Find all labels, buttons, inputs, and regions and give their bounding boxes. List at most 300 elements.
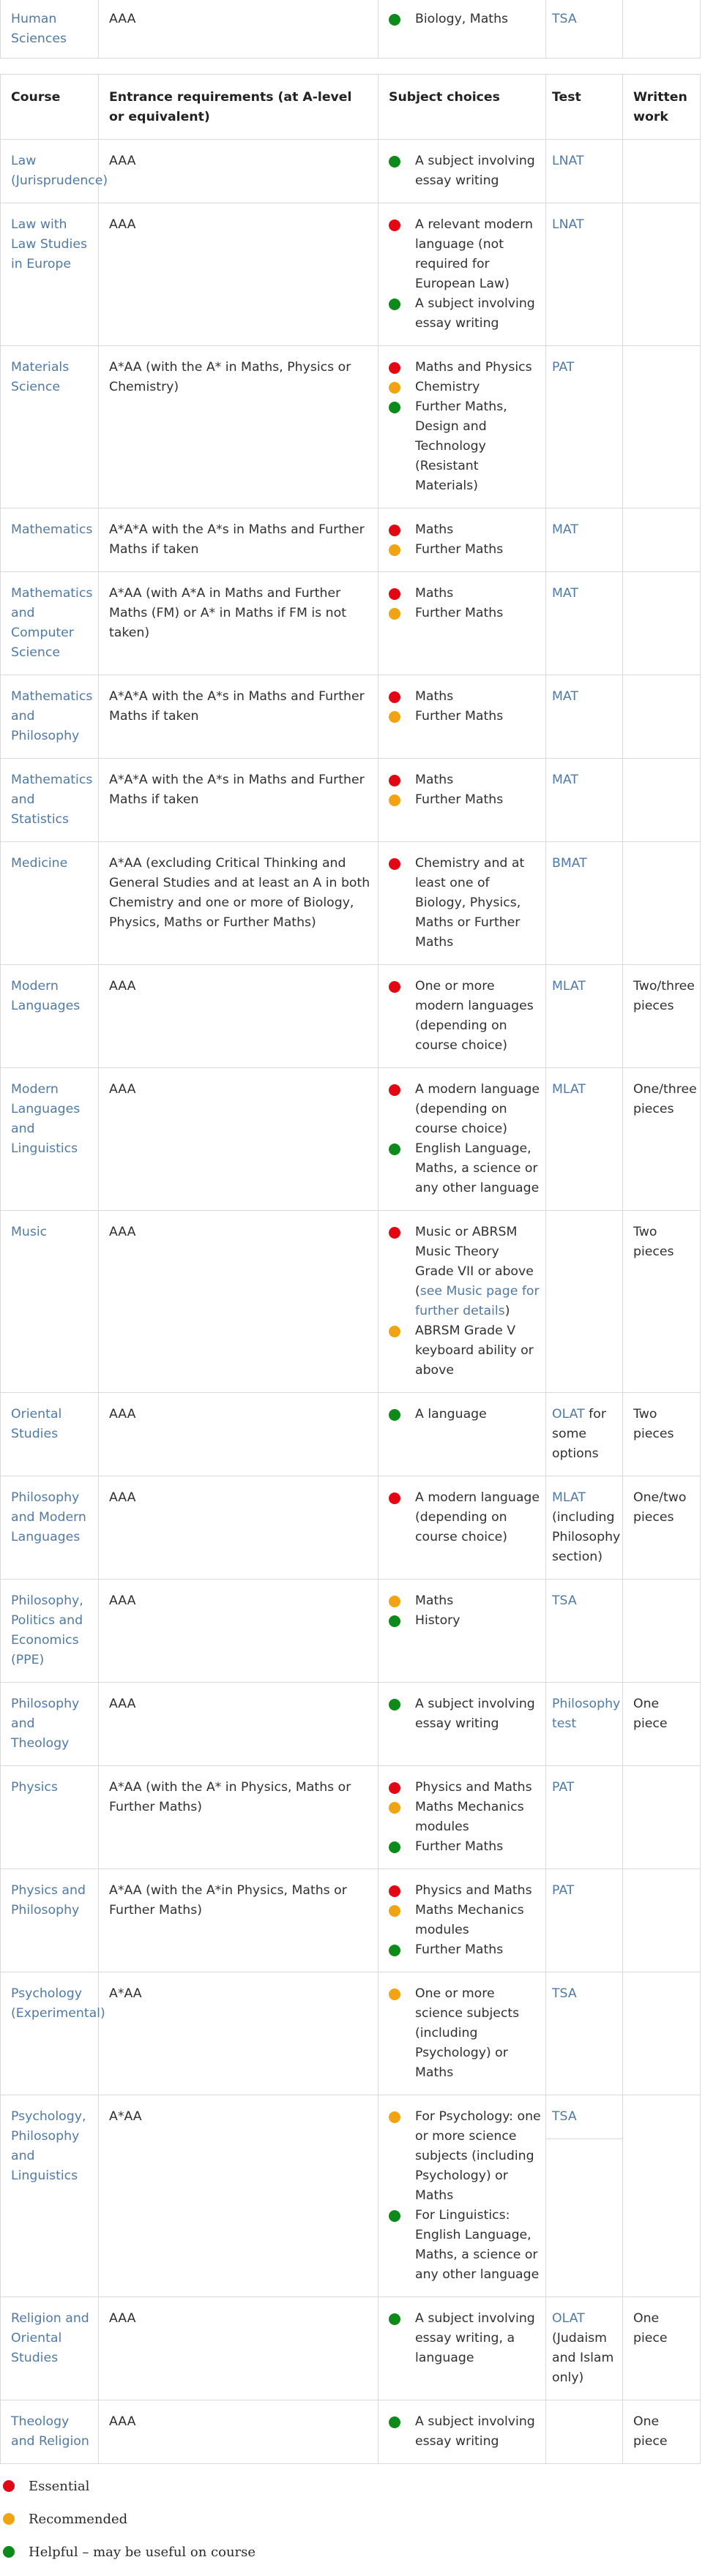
essential-dot-icon	[389, 1492, 400, 1504]
subject-text: Maths Mechanics modules	[415, 1800, 524, 1834]
requirements-cell: AAA	[99, 1476, 378, 1580]
course-cell	[1, 346, 99, 508]
written-work-cell	[623, 508, 701, 572]
table-row	[1, 1211, 701, 1393]
table-row	[1, 140, 701, 203]
course-link[interactable]: Philosophy and Theology	[11, 1697, 80, 1751]
subject-text: A subject involving essay writing	[415, 2414, 535, 2449]
requirements-cell: A*AA (with the A*in Physics, Maths or Further Maths)	[99, 1869, 378, 1972]
recommended-dot-icon	[389, 382, 400, 394]
requirements-cell: AAA	[99, 2297, 378, 2400]
entrance-requirements-table	[0, 74, 701, 2464]
subject-choice	[389, 584, 541, 604]
test-note: for some options	[552, 1407, 606, 1461]
subject-choice	[389, 540, 541, 560]
essential-dot-icon	[3, 2480, 15, 2492]
test-link[interactable]: MAT	[552, 522, 578, 537]
recommended-dot-icon	[389, 1905, 400, 1917]
course-cell	[1, 0, 99, 59]
table-row	[1, 759, 701, 842]
subject-choice	[389, 1940, 541, 1960]
test-link[interactable]: MLAT	[552, 979, 586, 994]
test-link[interactable]: TSA	[552, 2109, 577, 2124]
subject-text: A subject involving essay writing	[415, 154, 535, 188]
table-row	[1, 1766, 701, 1869]
legend-label: Helpful – may be useful on course	[29, 2545, 256, 2560]
test-link[interactable]: LNAT	[552, 154, 584, 168]
requirements-cell: AAA	[99, 1580, 378, 1683]
subject-text: ABRSM Grade V keyboard ability or above	[415, 1323, 534, 1378]
header-written-work: Written work	[623, 75, 701, 140]
test-cell	[546, 675, 623, 759]
legend-label: Essential	[29, 2479, 90, 2494]
subjects-cell	[378, 1068, 546, 1211]
helpful-dot-icon	[389, 14, 400, 26]
course-cell	[1, 675, 99, 759]
test-link[interactable]: MAT	[552, 773, 578, 787]
recommended-dot-icon	[389, 544, 400, 556]
subjects-cell	[378, 2095, 546, 2297]
test-cell	[546, 0, 623, 59]
helpful-dot-icon	[389, 1699, 400, 1711]
subject-choice	[389, 1488, 541, 1547]
course-cell	[1, 1476, 99, 1580]
written-work-cell	[623, 0, 701, 59]
essential-dot-icon	[389, 1227, 400, 1239]
course-link[interactable]: Modern Languages	[11, 979, 81, 1013]
recommended-dot-icon	[389, 1326, 400, 1337]
legend-item-recommended	[3, 2510, 700, 2543]
subject-choice	[389, 1591, 541, 1611]
subject-text: A modern language (depending on course choice)	[415, 1490, 540, 1544]
written-work-cell: Two pieces	[623, 1393, 701, 1476]
course-link[interactable]: Psychology (Experimental)	[11, 1986, 105, 2021]
course-link[interactable]: Theology and Religion	[11, 2414, 89, 2449]
test-link[interactable]: MAT	[552, 689, 578, 704]
subject-text: A relevant modern language (not required for European Law)	[415, 217, 533, 291]
course-link[interactable]: Law with Law Studies in Europe	[11, 217, 87, 271]
subject-choice	[389, 2412, 541, 2452]
subject-choice	[389, 977, 541, 1056]
test-link[interactable]: TSA	[552, 12, 577, 26]
table-row	[1, 1972, 701, 2095]
subject-choice	[389, 294, 541, 334]
table-row	[1, 1393, 701, 1476]
table-header-row	[1, 75, 701, 140]
written-work-cell: One piece	[623, 2297, 701, 2400]
helpful-dot-icon	[3, 2546, 15, 2558]
recommended-dot-icon	[3, 2513, 15, 2525]
subject-choice	[389, 1139, 541, 1198]
requirements-cell: A*AA (with A*A in Maths and Further Maths (FM) or A* in Maths if FM is not taken)	[99, 572, 378, 675]
test-link[interactable]: BMAT	[552, 856, 587, 871]
subject-note: (see Music page for further details)	[415, 1284, 540, 1318]
written-work-cell	[623, 346, 701, 508]
subject-choice	[389, 1694, 541, 1734]
table-row	[1, 572, 701, 675]
subjects-cell	[378, 1869, 546, 1972]
subject-text: Maths	[415, 586, 454, 601]
course-link[interactable]: Mathematics	[11, 522, 93, 537]
table-row	[1, 842, 701, 965]
helpful-dot-icon	[389, 1841, 400, 1853]
test-note: (Judaism and Islam only)	[552, 2331, 614, 2385]
subjects-cell	[378, 1476, 546, 1580]
subject-text: Chemistry	[415, 380, 480, 394]
requirements-cell: AAA	[99, 965, 378, 1068]
legend-item-essential	[3, 2477, 700, 2510]
subject-text: Maths	[415, 689, 454, 704]
test-link[interactable]: PAT	[552, 1883, 575, 1898]
test-cell	[546, 2400, 623, 2464]
subject-text: English Language, Maths, a science or any other language	[415, 1141, 540, 1195]
subject-text: One or more modern languages (depending on course choice)	[415, 979, 534, 1053]
course-link[interactable]: Philosophy and Modern Languages	[11, 1490, 86, 1544]
written-work-cell	[623, 675, 701, 759]
recommended-dot-icon	[389, 1989, 400, 2000]
test-link[interactable]: MLAT	[552, 1082, 586, 1097]
test-link[interactable]: OLAT	[552, 1407, 585, 1422]
test-cell	[546, 1476, 623, 1580]
subject-choice	[389, 215, 541, 294]
test-link[interactable]: TSA	[552, 1593, 577, 1608]
subject-choice	[389, 1798, 541, 1837]
subject-text: For Linguistics: English Language, Maths, a science or any other language	[415, 2208, 540, 2282]
written-work-cell	[623, 759, 701, 842]
test-cell	[546, 1580, 623, 1683]
subject-text: For Psychology: one or more science subjects (including Psychology) or Maths	[415, 2109, 541, 2203]
test-cell	[546, 1393, 623, 1476]
recommended-dot-icon	[389, 1596, 400, 1607]
table-row	[1, 675, 701, 759]
subject-text: Maths	[415, 522, 454, 537]
essential-dot-icon	[389, 588, 400, 600]
table-body	[1, 140, 701, 2464]
helpful-dot-icon	[389, 2210, 400, 2222]
helpful-dot-icon	[389, 1945, 400, 1956]
course-link[interactable]: Modern Languages and Linguistics	[11, 1082, 81, 1156]
header-course: Course	[1, 75, 99, 140]
test-link[interactable]: PAT	[552, 360, 575, 375]
test-cell	[546, 508, 623, 572]
course-link[interactable]: Law (Jurisprudence)	[11, 154, 108, 188]
table-row	[1, 1683, 701, 1766]
written-work-cell	[623, 572, 701, 675]
written-work-cell: Two/three pieces	[623, 965, 701, 1068]
helpful-dot-icon	[389, 156, 400, 168]
essential-dot-icon	[389, 858, 400, 870]
test-cell	[546, 346, 623, 508]
recommended-dot-icon	[389, 711, 400, 723]
header-subjects: Subject choices	[378, 75, 546, 140]
course-link[interactable]: Music	[11, 1225, 48, 1239]
course-link[interactable]: Psychology, Philosophy and Linguistics	[11, 2109, 86, 2183]
subjects-cell	[378, 1683, 546, 1766]
subject-text: Biology, Maths	[415, 12, 509, 26]
course-link[interactable]: Physics and Philosophy	[11, 1883, 86, 1918]
subject-choice	[389, 1778, 541, 1798]
table-row	[1, 508, 701, 572]
table-row	[1, 2400, 701, 2464]
requirements-cell: AAA	[99, 1683, 378, 1766]
essential-dot-icon	[389, 362, 400, 374]
subject-choice	[389, 1080, 541, 1139]
test-cell	[546, 2297, 623, 2400]
subjects-cell	[378, 203, 546, 346]
test-link[interactable]: LNAT	[552, 217, 584, 232]
table-row	[1, 0, 701, 59]
requirements-cell: A*A*A with the A*s in Maths and Further Maths if taken	[99, 759, 378, 842]
requirements-cell: AAA	[99, 0, 378, 59]
essential-dot-icon	[389, 775, 400, 786]
course-link[interactable]: Mathematics and Philosophy	[11, 689, 93, 743]
subjects-cell	[378, 0, 546, 59]
subject-choice	[389, 1611, 541, 1631]
subject-text: Music or ABRSM Music Theory Grade VII or above	[415, 1225, 534, 1279]
subject-choice	[389, 1837, 541, 1857]
requirements-cell: A*AA	[99, 2095, 378, 2297]
subjects-cell	[378, 1766, 546, 1869]
legend	[0, 2477, 700, 2576]
test-note: (including Philosophy section)	[552, 1510, 621, 1564]
table-row	[1, 1580, 701, 1683]
subject-text: Chemistry and at least one of Biology, Physics, Maths or Further Maths	[415, 856, 525, 950]
requirements-cell: A*AA	[99, 1972, 378, 2095]
test-link[interactable]: MLAT	[552, 1490, 586, 1505]
table-row	[1, 2095, 701, 2297]
subjects-cell	[378, 842, 546, 965]
subject-text: Maths	[415, 773, 454, 787]
subject-text: Further Maths	[415, 1839, 504, 1854]
written-work-cell: One/two pieces	[623, 1476, 701, 1580]
written-work-cell: One/three pieces	[623, 1068, 701, 1211]
test-cell	[546, 842, 623, 965]
course-cell	[1, 508, 99, 572]
helpful-dot-icon	[389, 2313, 400, 2325]
helpful-dot-icon	[389, 1144, 400, 1155]
subject-choice	[389, 378, 541, 397]
subjects-cell	[378, 346, 546, 508]
recommended-dot-icon	[389, 2111, 400, 2123]
test-link[interactable]: Philosophy test	[552, 1697, 621, 1731]
requirements-cell: AAA	[99, 2400, 378, 2464]
test-cell	[546, 1211, 623, 1393]
table-row	[1, 2297, 701, 2400]
subject-choice	[389, 397, 541, 496]
test-cell	[546, 1068, 623, 1211]
table-row	[1, 1476, 701, 1580]
written-work-cell	[623, 842, 701, 965]
subject-text: Maths and Physics	[415, 360, 532, 375]
test-cell	[546, 759, 623, 842]
helpful-dot-icon	[389, 1615, 400, 1627]
subject-text: Further Maths	[415, 542, 504, 557]
subject-text: One or more science subjects (including Psychology) or Maths	[415, 1986, 520, 2080]
test-link[interactable]: PAT	[552, 1780, 575, 1795]
subject-choice	[389, 1405, 541, 1424]
subject-choice	[389, 604, 541, 623]
subject-text: Further Maths	[415, 606, 504, 620]
legend-label: Recommended	[29, 2512, 128, 2527]
subject-choice	[389, 1321, 541, 1381]
course-cell	[1, 965, 99, 1068]
essential-dot-icon	[389, 1885, 400, 1897]
course-cell	[1, 759, 99, 842]
test-cell	[546, 1683, 623, 1766]
essential-dot-icon	[389, 691, 400, 703]
course-cell	[1, 2095, 99, 2297]
written-work-cell	[623, 1869, 701, 1972]
course-cell	[1, 1869, 99, 1972]
subject-choice	[389, 1223, 541, 1321]
helpful-dot-icon	[389, 298, 400, 310]
written-work-cell	[623, 140, 701, 203]
subject-text: A subject involving essay writing	[415, 1697, 535, 1731]
subject-text: Further Maths	[415, 1942, 504, 1957]
course-cell	[1, 2297, 99, 2400]
requirements-cell: A*A*A with the A*s in Maths and Further Maths if taken	[99, 508, 378, 572]
test-cell	[546, 140, 623, 203]
table-row	[1, 346, 701, 508]
test-cell	[546, 1972, 623, 2095]
subjects-cell	[378, 2400, 546, 2464]
course-link[interactable]: Materials Science	[11, 360, 70, 394]
subject-choice	[389, 358, 541, 378]
test-cell	[546, 572, 623, 675]
course-link[interactable]: Mathematics and Computer Science	[11, 586, 93, 660]
subjects-cell	[378, 759, 546, 842]
essential-dot-icon	[389, 1782, 400, 1794]
subject-choice	[389, 2309, 541, 2368]
subjects-cell	[378, 508, 546, 572]
requirements-cell: A*A*A with the A*s in Maths and Further Maths if taken	[99, 675, 378, 759]
subject-text: A subject involving essay writing	[415, 296, 535, 331]
helpful-dot-icon	[389, 2417, 400, 2428]
subjects-cell	[378, 1211, 546, 1393]
course-cell	[1, 1580, 99, 1683]
subject-text: History	[415, 1613, 460, 1628]
header-requirements: Entrance requirements (at A-level or equivalent)	[99, 75, 378, 140]
essential-dot-icon	[389, 525, 400, 536]
course-link[interactable]: Religion and Oriental Studies	[11, 2311, 89, 2365]
recommended-dot-icon	[389, 1802, 400, 1814]
course-cell	[1, 2400, 99, 2464]
course-link[interactable]: Human Sciences	[11, 12, 67, 46]
subjects-cell	[378, 1580, 546, 1683]
table-row	[1, 203, 701, 346]
helpful-dot-icon	[389, 402, 400, 413]
essential-dot-icon	[389, 981, 400, 993]
written-work-cell: Two pieces	[623, 1211, 701, 1393]
subjects-cell	[378, 965, 546, 1068]
written-work-cell	[623, 2095, 701, 2297]
requirements-cell: AAA	[99, 140, 378, 203]
music-details-link[interactable]: see Music page for further details	[415, 1284, 540, 1318]
course-cell	[1, 1068, 99, 1211]
written-work-cell	[623, 1972, 701, 2095]
requirements-cell: AAA	[99, 1393, 378, 1476]
essential-dot-icon	[389, 1084, 400, 1096]
subject-choice	[389, 770, 541, 790]
subject-text: Maths	[415, 1593, 454, 1608]
course-link[interactable]: Oriental Studies	[11, 1407, 62, 1441]
written-work-cell	[623, 1580, 701, 1683]
written-work-cell	[623, 203, 701, 346]
subjects-cell	[378, 572, 546, 675]
legend-item-helpful	[3, 2543, 700, 2576]
test-cell	[546, 1766, 623, 1869]
course-cell	[1, 1766, 99, 1869]
subject-choice	[389, 1901, 541, 1940]
table-row	[1, 1068, 701, 1211]
course-link[interactable]: Medicine	[11, 856, 68, 871]
course-cell	[1, 140, 108, 203]
subject-choice	[389, 707, 541, 726]
recommended-dot-icon	[389, 608, 400, 620]
subject-choice	[389, 790, 541, 810]
course-cell	[1, 203, 99, 346]
requirements-cell: AAA	[99, 1068, 378, 1211]
subjects-cell	[378, 1972, 546, 2095]
course-cell	[1, 1393, 99, 1476]
recommended-dot-icon	[389, 795, 400, 806]
written-work-cell: One piece	[623, 2400, 701, 2464]
table-row	[1, 1869, 701, 1972]
course-link[interactable]: Mathematics and Statistics	[11, 773, 93, 827]
header-test: Test	[546, 75, 623, 140]
subject-choice	[389, 2107, 541, 2206]
subject-text: A subject involving essay writing, a language	[415, 2311, 535, 2365]
course-cell	[1, 1683, 99, 1766]
requirements-cell: A*AA (with the A* in Physics, Maths or Further Maths)	[99, 1766, 378, 1869]
course-link[interactable]: Physics	[11, 1780, 58, 1795]
course-cell	[1, 842, 99, 965]
subject-choice	[389, 520, 541, 540]
requirements-cell: AAA	[99, 203, 378, 346]
test-cell	[546, 2095, 623, 2297]
subjects-cell	[378, 2297, 546, 2400]
table-row	[1, 965, 701, 1068]
test-cell	[546, 1869, 623, 1972]
test-link[interactable]: OLAT	[552, 2311, 585, 2326]
requirements-cell: A*AA (with the A* in Maths, Physics or Chemistry)	[99, 346, 378, 508]
course-cell	[1, 1972, 105, 2095]
course-link[interactable]: Philosophy, Politics and Economics (PPE)	[11, 1593, 83, 1667]
subjects-cell	[378, 1393, 546, 1476]
subject-text: Physics and Maths	[415, 1780, 532, 1795]
course-cell	[1, 572, 99, 675]
requirements-cell: A*AA (excluding Critical Thinking and General Studies and at least an A in both Chemistry and one or more of Biology, Physics, Maths or Further Maths)	[99, 842, 378, 965]
subject-choice	[389, 10, 541, 29]
written-work-cell: One piece	[623, 1683, 701, 1766]
subjects-cell	[378, 675, 546, 759]
subject-text: Further Maths	[415, 792, 504, 807]
test-link[interactable]: MAT	[552, 586, 578, 601]
subject-text: Maths Mechanics modules	[415, 1903, 524, 1937]
subject-choice	[389, 1881, 541, 1901]
subject-choice	[389, 2206, 541, 2285]
subject-choice	[389, 687, 541, 707]
essential-dot-icon	[389, 219, 400, 231]
subject-choice	[389, 854, 541, 953]
helpful-dot-icon	[389, 1409, 400, 1421]
written-work-cell	[623, 1766, 701, 1869]
requirements-cell: AAA	[99, 1211, 378, 1393]
previous-table-tail	[0, 0, 701, 59]
test-link[interactable]: TSA	[552, 1986, 577, 2001]
test-cell	[546, 965, 623, 1068]
subject-text: Further Maths, Design and Technology (Resistant Materials)	[415, 399, 507, 493]
